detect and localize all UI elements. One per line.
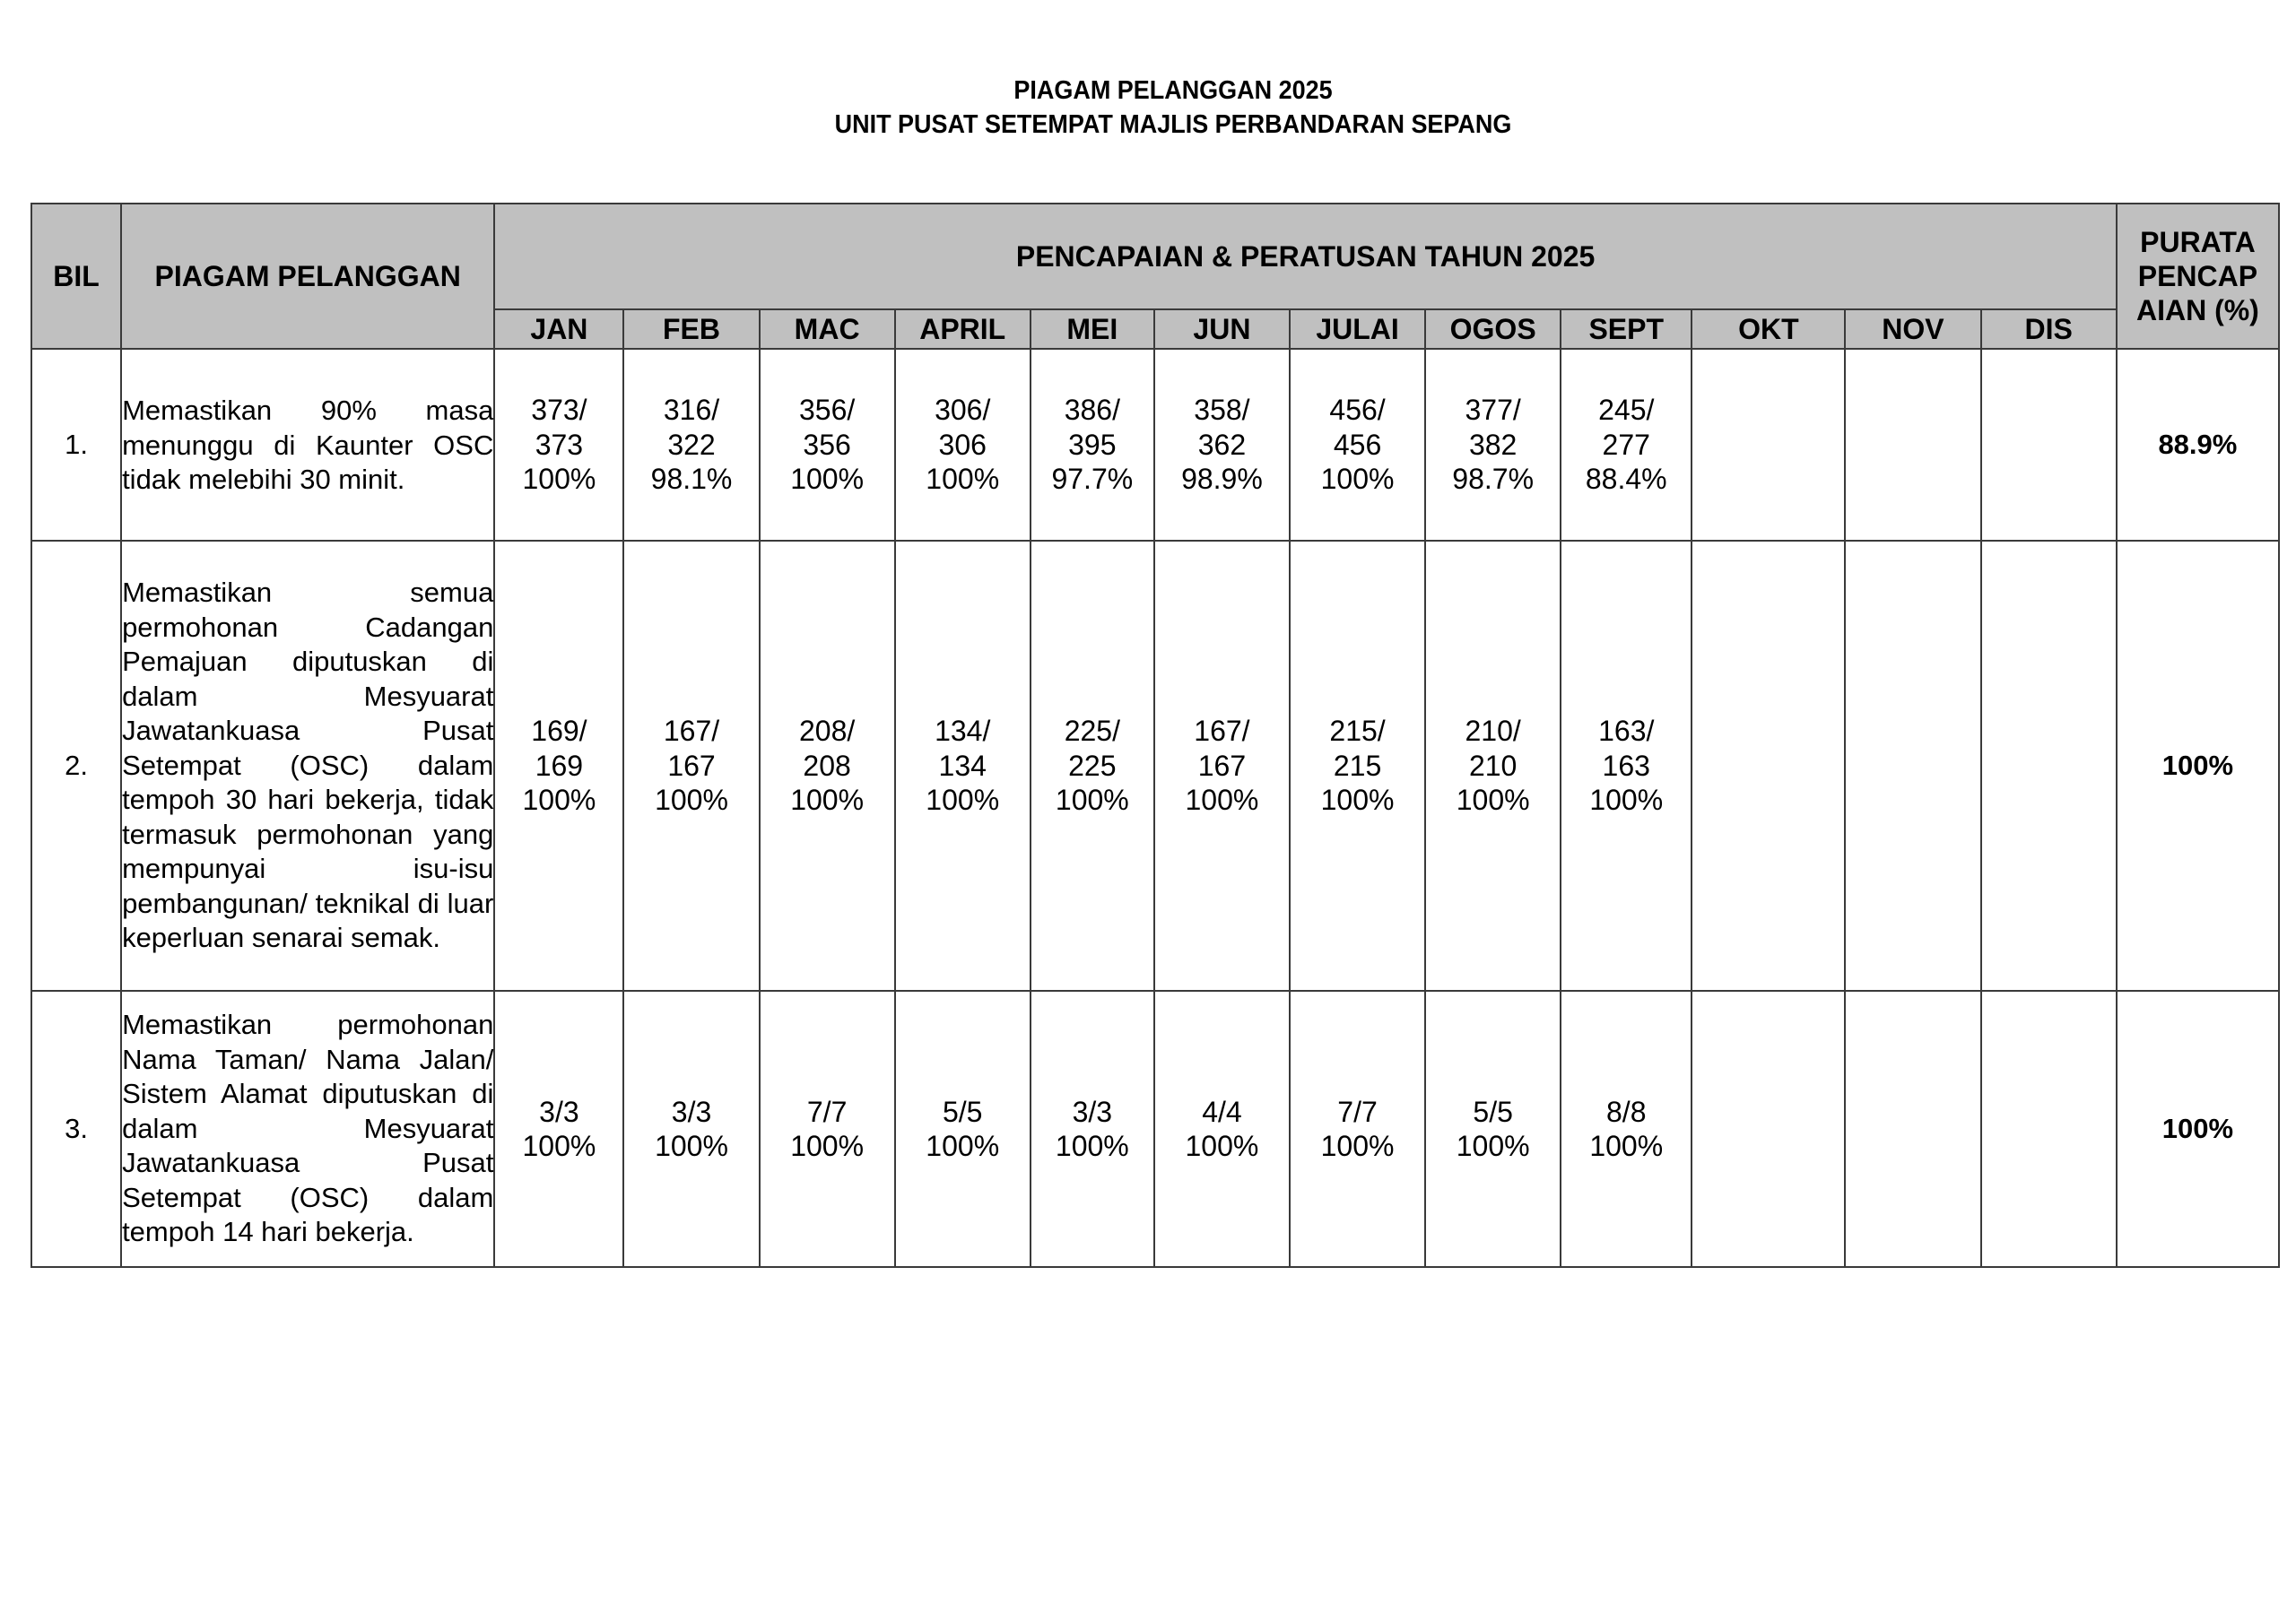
document-title: PIAGAM PELANGGAN 2025 (1013, 76, 1333, 105)
month-cell-okt (1692, 349, 1845, 541)
cell-pct: 100% (790, 1130, 865, 1162)
month-cell-jan (494, 349, 623, 541)
cell-pct: 98.1% (650, 463, 733, 496)
cell-total: 456 (1333, 428, 1382, 461)
average-achievement: 88.9% (2117, 349, 2279, 541)
cell-total: 169 (535, 749, 584, 782)
cell-pct: 100% (926, 463, 1000, 496)
header-month-jun: JUN (1154, 309, 1290, 349)
cell-ratio: 3/3 (539, 1095, 579, 1128)
cell-ratio: 5/5 (1473, 1095, 1513, 1128)
header-month-mac: MAC (760, 309, 895, 349)
month-cell-julai (1290, 541, 1425, 991)
cell-pct: 100% (1589, 784, 1664, 817)
cell-achieved: 208/ (798, 715, 856, 748)
month-cell-jan (494, 991, 623, 1267)
header-month-julai: JULAI (1290, 309, 1425, 349)
cell-achieved: 225/ (1064, 715, 1120, 748)
cell-ratio: 7/7 (1337, 1095, 1378, 1128)
charter-description: Memastikan 90% masa menunggu di Kaunter OSC tidak melebihi 30 minit. (122, 395, 494, 496)
cell-pct: 100% (1456, 1130, 1530, 1162)
row-number: 3. (31, 991, 121, 1267)
cell-pct: 100% (522, 1130, 596, 1162)
cell-total: 134 (938, 749, 987, 782)
month-cell-april (895, 349, 1031, 541)
cell-total: 210 (1468, 749, 1518, 782)
month-cell-jan (494, 541, 623, 991)
header-month-april: APRIL (895, 309, 1031, 349)
cell-total: 322 (667, 428, 716, 461)
average-achievement: 100% (2117, 541, 2279, 991)
cell-achieved: 456/ (1329, 394, 1386, 427)
cell-pct: 100% (1456, 784, 1530, 817)
cell-achieved: 316/ (663, 394, 720, 427)
cell-total: 277 (1602, 428, 1650, 461)
header-month-okt: OKT (1692, 309, 1845, 349)
cell-achieved: 373/ (531, 394, 587, 427)
month-cell-mei (1031, 991, 1154, 1267)
header-row-main (31, 204, 2279, 309)
cell-achieved: 306/ (935, 394, 991, 427)
cell-pct: 88.4% (1585, 463, 1667, 496)
cell-achieved: 163/ (1598, 715, 1655, 748)
cell-achieved: 358/ (1194, 394, 1250, 427)
cell-achieved: 167/ (663, 715, 720, 748)
cell-total: 362 (1197, 428, 1247, 461)
cell-pct: 100% (1185, 1130, 1259, 1162)
month-cell-mei (1031, 541, 1154, 991)
cell-ratio: 8/8 (1606, 1095, 1647, 1128)
cell-total: 356 (803, 428, 851, 461)
document-title-block (0, 74, 2296, 142)
row-number: 2. (31, 541, 121, 991)
month-cell-jun (1154, 991, 1290, 1267)
cell-ratio: 5/5 (942, 1095, 983, 1128)
cell-ratio: 7/7 (806, 1095, 848, 1128)
charter-description: Memastikan permohonan Nama Taman/ Nama Jalan/ Sistem Alamat diputuskan di dalam Mesyuarat Jawatankuasa Pusat Setempat (OSC) dalam tempoh 14 hari bekerja. (122, 1009, 494, 1248)
document-subtitle: UNIT PUSAT SETEMPAT MAJLIS PERBANDARAN SEPANG (834, 110, 1512, 139)
month-cell-april (895, 541, 1031, 991)
cell-achieved: 169/ (531, 715, 587, 748)
month-cell-feb (623, 541, 759, 991)
cell-pct: 100% (926, 784, 1000, 817)
charter-description: Memastikan semua permohonan Cadangan Pemajuan diputuskan di dalam Mesyuarat Jawatankuasa Pusat Setempat (OSC) dalam tempoh 30 hari bekerja, tidak termasuk permohonan yang mempunyai isu-isu pembangunan/ teknikal di luar keperluan senarai semak. (122, 577, 494, 954)
month-cell-okt (1692, 541, 1845, 991)
month-cell-ogos (1425, 991, 1561, 1267)
customer-charter-table (30, 203, 2280, 1268)
cell-ratio: 4/4 (1202, 1095, 1242, 1128)
month-cell-nov (1845, 349, 1980, 541)
month-cell-mac (760, 991, 895, 1267)
cell-total: 225 (1068, 749, 1117, 782)
cell-achieved: 356/ (798, 394, 856, 427)
cell-pct: 100% (1320, 784, 1395, 817)
cell-pct: 100% (522, 784, 596, 817)
month-cell-jun (1154, 541, 1290, 991)
cell-pct: 100% (1055, 1130, 1129, 1162)
header-month-feb: FEB (623, 309, 759, 349)
cell-total: 208 (803, 749, 851, 782)
cell-achieved: 215/ (1329, 715, 1386, 748)
header-month-dis: DIS (1981, 309, 2117, 349)
header-bil: BIL (31, 204, 121, 349)
month-cell-ogos (1425, 541, 1561, 991)
cell-total: 215 (1333, 749, 1382, 782)
month-cell-sept (1561, 349, 1692, 541)
header-month-ogos: OGOS (1425, 309, 1561, 349)
month-cell-sept (1561, 541, 1692, 991)
cell-total: 373 (535, 428, 584, 461)
month-cell-ogos (1425, 349, 1561, 541)
cell-achieved: 245/ (1598, 394, 1655, 427)
table-body (31, 349, 2279, 1267)
month-cell-julai (1290, 349, 1425, 541)
cell-total: 167 (1197, 749, 1247, 782)
cell-total: 163 (1602, 749, 1650, 782)
cell-achieved: 386/ (1064, 394, 1120, 427)
charter-description-cell (121, 991, 494, 1267)
month-cell-nov (1845, 991, 1980, 1267)
header-month-nov: NOV (1845, 309, 1980, 349)
header-month-mei: MEI (1031, 309, 1154, 349)
cell-pct: 100% (1185, 784, 1259, 817)
table-row (31, 349, 2279, 541)
charter-description-cell (121, 349, 494, 541)
cell-pct: 100% (1320, 1130, 1395, 1162)
cell-achieved: 377/ (1465, 394, 1521, 427)
month-cell-jun (1154, 349, 1290, 541)
row-number: 1. (31, 349, 121, 541)
cell-pct: 98.9% (1181, 463, 1263, 496)
month-cell-dis (1981, 541, 2117, 991)
average-achievement: 100% (2117, 991, 2279, 1267)
month-cell-mac (760, 541, 895, 991)
header-month-sept: SEPT (1561, 309, 1692, 349)
month-cell-dis (1981, 991, 2117, 1267)
cell-pct: 100% (926, 1130, 1000, 1162)
cell-pct: 100% (1589, 1130, 1664, 1162)
month-cell-mei (1031, 349, 1154, 541)
cell-pct: 100% (790, 463, 865, 496)
cell-total: 395 (1068, 428, 1117, 461)
table-row (31, 541, 2279, 991)
month-cell-nov (1845, 541, 1980, 991)
header-month-jan: JAN (494, 309, 623, 349)
cell-total: 167 (667, 749, 716, 782)
cell-pct: 100% (790, 784, 865, 817)
month-cell-dis (1981, 349, 2117, 541)
month-cell-julai (1290, 991, 1425, 1267)
cell-ratio: 3/3 (671, 1095, 712, 1128)
charter-description-cell (121, 541, 494, 991)
cell-pct: 100% (655, 1130, 728, 1162)
cell-pct: 100% (522, 463, 596, 496)
cell-ratio: 3/3 (1072, 1095, 1113, 1128)
month-cell-april (895, 991, 1031, 1267)
cell-achieved: 210/ (1465, 715, 1521, 748)
month-cell-sept (1561, 991, 1692, 1267)
cell-pct: 100% (1055, 784, 1129, 817)
header-achievement: PENCAPAIAN & PERATUSAN TAHUN 2025 (494, 204, 2116, 309)
cell-achieved: 167/ (1194, 715, 1250, 748)
cell-pct: 100% (1320, 463, 1395, 496)
cell-pct: 97.7% (1051, 463, 1134, 496)
header-average: PURATA PENCAP AIAN (%) (2117, 204, 2279, 349)
month-cell-feb (623, 991, 759, 1267)
cell-pct: 98.7% (1452, 463, 1535, 496)
cell-total: 382 (1468, 428, 1518, 461)
month-cell-okt (1692, 991, 1845, 1267)
cell-total: 306 (938, 428, 987, 461)
cell-achieved: 134/ (935, 715, 991, 748)
cell-pct: 100% (655, 784, 728, 817)
month-cell-mac (760, 349, 895, 541)
month-cell-feb (623, 349, 759, 541)
header-charter: PIAGAM PELANGGAN (121, 204, 494, 349)
table-row (31, 991, 2279, 1267)
